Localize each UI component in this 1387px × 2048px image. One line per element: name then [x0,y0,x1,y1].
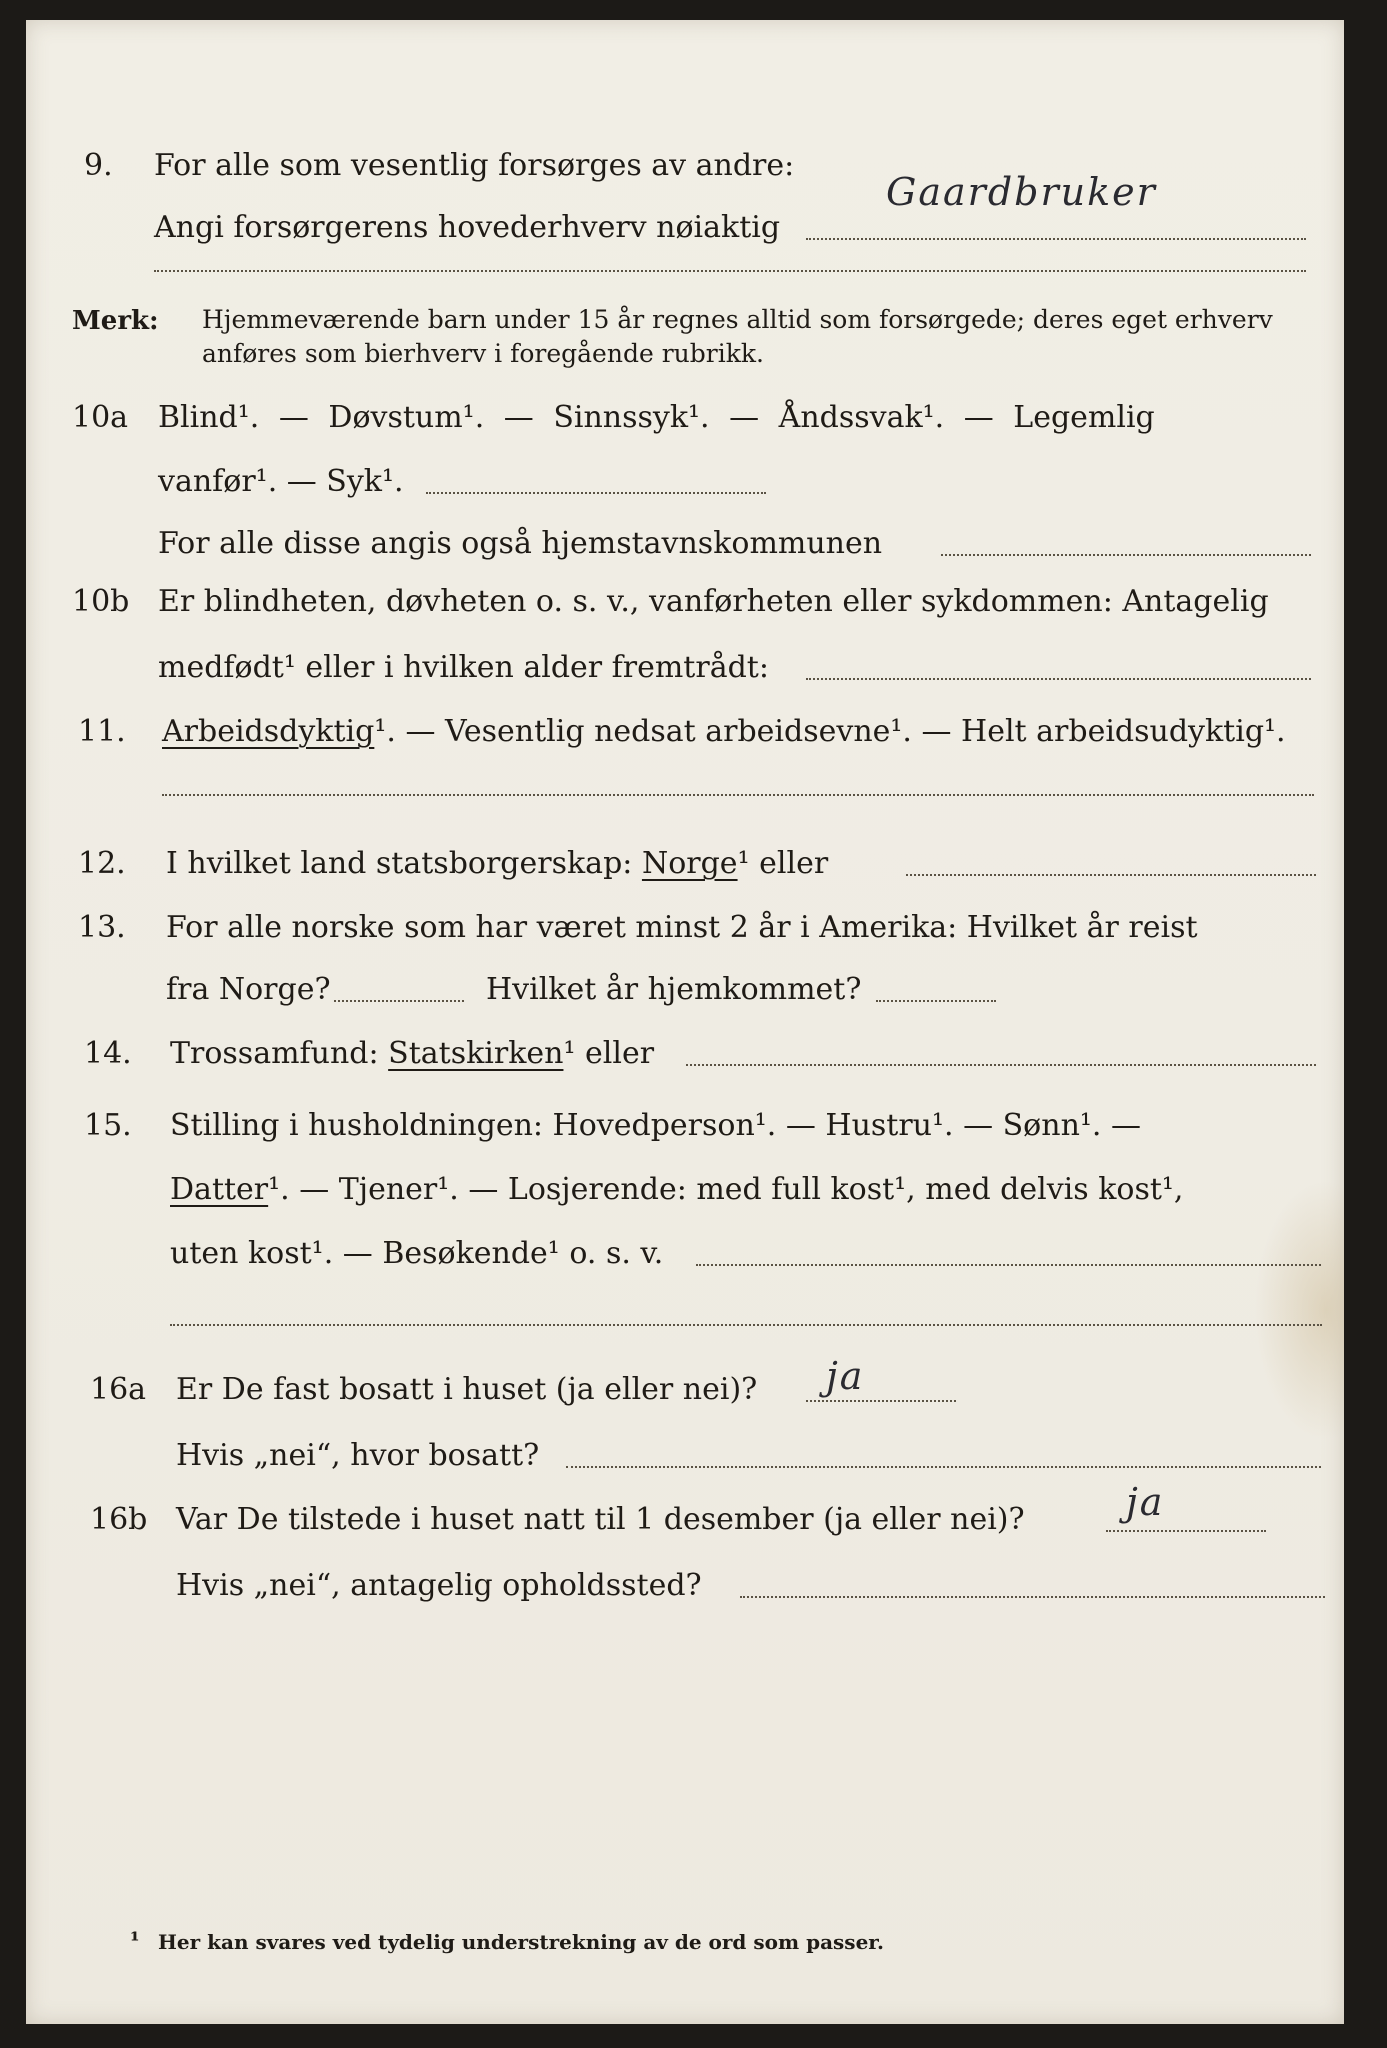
question-16b-text: Var De tilstede i huset natt til 1 desember (ja eller nei)? [176,1502,1025,1537]
answer-dotted-line [740,1594,1325,1598]
question-10b-line1 [26,580,1344,624]
question-13-fra-norge: fra Norge? [166,972,331,1007]
question-13-hjemkommet: Hvilket år hjemkommet? [486,972,862,1007]
question-15-line1 [26,1104,1344,1148]
statskirken-underlined[interactable]: Statskirken [388,1036,564,1071]
question-12-rest: ¹ eller [737,846,829,881]
footnote-text: Her kan svares ved tydelig understrekning av de ord som passer. [158,1930,884,1954]
answer-dotted-line [906,872,1316,876]
question-10b-text: Er blindheten, døvheten o. s. v., vanførheten eller sykdommen: Antagelig [158,584,1269,619]
question-16a-handwritten-answer[interactable]: ja [826,1354,865,1398]
merk-label: Merk: [72,306,159,336]
question-9-number: 9. [84,148,113,183]
question-10a-options: Blind¹. — Døvstum¹. — Sinnssyk¹. — Åndssvak¹. — Legemlig [158,400,1155,435]
question-10a-number: 10a [72,400,129,435]
datter-underlined[interactable]: Datter [170,1172,269,1207]
question-10b-text-cont: medfødt¹ eller i hvilken alder fremtrådt: [158,650,769,685]
question-15-text: Stilling i husholdningen: Hovedperson¹. — Hustru¹. — Sønn¹. — [170,1108,1141,1143]
question-13-number: 13. [78,910,126,945]
question-11-options: ¹. — Vesentlig nedsat arbeidsevne¹. — Helt arbeidsudyktig¹. [374,714,1286,749]
question-14-rest: ¹ eller [563,1036,655,1071]
question-16a-text: Er De fast bosatt i huset (ja eller nei)? [176,1372,758,1407]
question-16a-line2 [26,1434,1344,1478]
answer-dotted-line [334,998,464,1002]
answer-dotted-line [806,676,1311,680]
blank-dotted-line [170,1322,1322,1326]
question-13-line2 [26,968,1344,1012]
question-12-text: I hvilket land statsborgerskap: [166,846,633,881]
answer-dotted-line [876,998,996,1002]
arbeidsdyktig-underlined[interactable]: Arbeidsdyktig [162,714,375,749]
question-10a-line2 [26,460,1344,504]
merk-text-line1: Hjemmeværende barn under 15 år regnes alltid som forsørgede; deres eget erhverv [202,305,1273,334]
answer-dotted-line [806,236,1306,240]
answer-dotted-line [1106,1528,1266,1532]
answer-dotted-line [696,1262,1321,1266]
question-16a-number: 16a [90,1372,147,1407]
question-10a-line1 [26,396,1344,440]
norge-underlined[interactable]: Norge [641,846,738,881]
question-16b-line2 [26,1564,1344,1608]
question-11-line [26,710,1344,754]
question-9-prompt: Angi forsørgerens hovederhverv nøiaktig [154,210,781,245]
question-9-text: For alle som vesentlig forsørges av andre: [154,148,795,183]
answer-dotted-line [426,490,766,494]
question-15-line2 [26,1168,1344,1212]
footnote-mark: ¹ [130,1928,140,1954]
answer-dotted-line [566,1464,1321,1468]
question-16b-followup: Hvis „nei“, antagelig opholdssted? [176,1568,702,1603]
answer-dotted-line [806,1398,956,1402]
question-16b-handwritten-answer[interactable]: ja [1126,1480,1165,1524]
question-10a-options-cont: vanfør¹. — Syk¹. [158,464,404,499]
question-12-line [26,842,1344,886]
question-10b-line2 [26,646,1344,690]
answer-dotted-line [686,1062,1316,1066]
question-16a-followup: Hvis „nei“, hvor bosatt? [176,1438,540,1473]
question-15-options-cont: uten kost¹. — Besøkende¹ o. s. v. [170,1236,664,1271]
question-13-text: For alle norske som har været minst 2 år i Amerika: Hvilket år reist [166,910,1198,945]
question-15-line3 [26,1232,1344,1276]
merk-text-line2: anføres som bierhverv i foregående rubrikk. [202,339,764,368]
question-14-number: 14. [84,1036,132,1071]
answer-dotted-line [941,552,1311,556]
question-15-options: ¹. — Tjener¹. — Losjerende: med full kost¹, med delvis kost¹, [268,1172,1184,1207]
census-form-page [26,20,1344,2024]
question-9-handwritten-answer[interactable]: Gaardbruker [886,170,1157,214]
question-14-line [26,1032,1344,1076]
blank-dotted-line [154,268,1306,272]
question-10a-hjemstavn: For alle disse angis også hjemstavnskommunen [158,526,883,561]
question-11-number: 11. [78,714,126,749]
question-10a-line3 [26,522,1344,566]
question-16a-line1 [26,1368,1344,1412]
question-16b-number: 16b [90,1502,148,1537]
question-15-number: 15. [84,1108,132,1143]
question-10b-number: 10b [72,584,130,619]
question-12-number: 12. [78,846,126,881]
question-13-line1 [26,906,1344,950]
blank-dotted-line [162,792,1314,796]
question-14-text: Trossamfund: [170,1036,379,1071]
